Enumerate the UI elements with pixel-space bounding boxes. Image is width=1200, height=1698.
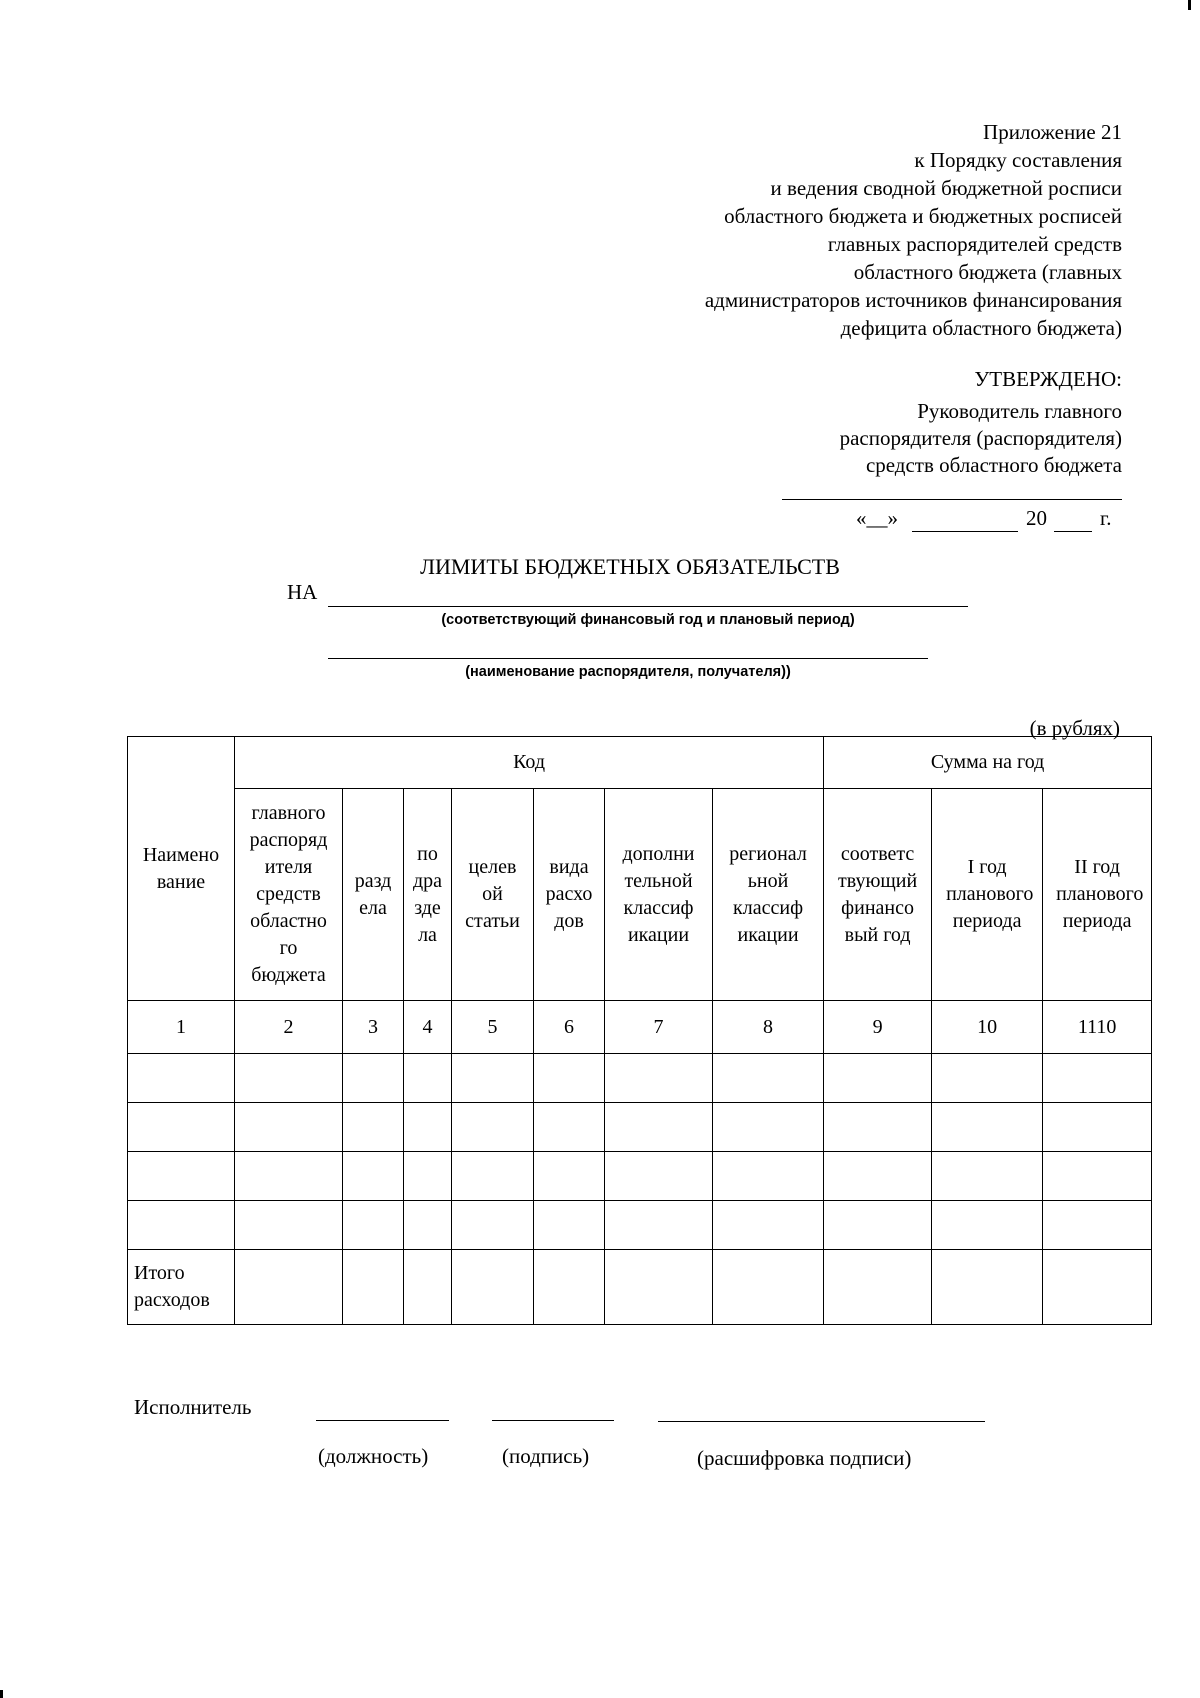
table-cell[interactable] xyxy=(128,1103,235,1152)
date-year: 20 xyxy=(1026,506,1047,530)
table-cell[interactable] xyxy=(1043,1201,1152,1250)
header-regional-class: регионал ьной классиф икации xyxy=(713,789,824,1001)
table-cell[interactable] xyxy=(605,1103,713,1152)
table-cell[interactable] xyxy=(452,1054,534,1103)
table-cell[interactable] xyxy=(452,1152,534,1201)
table-cell[interactable] xyxy=(713,1201,824,1250)
table-cell[interactable] xyxy=(534,1054,605,1103)
position-line xyxy=(316,1420,449,1421)
approval-line: средств областного бюджета xyxy=(865,453,1122,477)
table-cell[interactable] xyxy=(235,1201,343,1250)
header-subsection: по дра зде ла xyxy=(404,789,452,1001)
header-section: разд ела xyxy=(343,789,404,1001)
table-cell[interactable] xyxy=(128,1054,235,1103)
table-cell[interactable] xyxy=(713,1103,824,1152)
appendix-line: и ведения сводной бюджетной росписи xyxy=(770,176,1122,200)
table-cell[interactable] xyxy=(404,1201,452,1250)
signature-caption: (подпись) xyxy=(502,1444,590,1468)
table-cell[interactable] xyxy=(824,1054,932,1103)
table-cell[interactable] xyxy=(605,1152,713,1201)
recipient-caption: (наименование распорядителя, получателя)) xyxy=(465,664,791,680)
table-cell[interactable] xyxy=(404,1152,452,1201)
signature-line xyxy=(492,1420,614,1421)
table-cell[interactable] xyxy=(343,1054,404,1103)
decoding-line xyxy=(658,1421,985,1422)
table-row xyxy=(128,1103,1152,1152)
table-cell[interactable] xyxy=(1043,1054,1152,1103)
header-target-item: целев ой статьи xyxy=(452,789,534,1001)
column-number-row xyxy=(128,1001,1152,1054)
column-number: 9 xyxy=(824,1001,932,1054)
table-cell[interactable] xyxy=(824,1201,932,1250)
document-title: ЛИМИТЫ БЮДЖЕТНЫХ ОБЯЗАТЕЛЬСТВ xyxy=(420,554,840,579)
table-cell[interactable] xyxy=(932,1103,1043,1152)
header-name xyxy=(128,737,235,1001)
table-cell[interactable] xyxy=(404,1250,452,1325)
table-cell[interactable] xyxy=(932,1152,1043,1201)
date-year-line xyxy=(1054,531,1092,532)
header-plan-year-1: I год планового периода xyxy=(932,789,1043,1001)
table-cell[interactable] xyxy=(534,1103,605,1152)
table-cell[interactable] xyxy=(235,1054,343,1103)
table-cell[interactable] xyxy=(534,1152,605,1201)
table-cell[interactable] xyxy=(452,1250,534,1325)
column-number: 1 xyxy=(128,1001,235,1054)
table-cell[interactable] xyxy=(128,1201,235,1250)
column-number: 3 xyxy=(343,1001,404,1054)
column-number: 6 xyxy=(534,1001,605,1054)
appendix-line: областного бюджета и бюджетных росписей xyxy=(724,204,1122,228)
appendix-line: к Порядку составления xyxy=(914,148,1122,172)
approval-line: Руководитель главного xyxy=(917,399,1122,423)
table-cell[interactable] xyxy=(605,1201,713,1250)
limits-table xyxy=(127,736,1152,1325)
header-expense-type: вида расхо дов xyxy=(534,789,605,1001)
table-cell[interactable] xyxy=(404,1054,452,1103)
period-line xyxy=(328,606,968,607)
table-subheader-row xyxy=(128,789,1152,1001)
column-number: 8 xyxy=(713,1001,824,1054)
table-cell[interactable] xyxy=(235,1103,343,1152)
table-row xyxy=(128,1201,1152,1250)
appendix-line: Приложение 21 xyxy=(983,120,1122,144)
table-cell[interactable] xyxy=(534,1201,605,1250)
column-number: 7 xyxy=(605,1001,713,1054)
appendix-line: администраторов источников финансирования xyxy=(704,288,1122,312)
table-cell[interactable] xyxy=(343,1152,404,1201)
table-cell[interactable] xyxy=(343,1201,404,1250)
appendix-line: главных распорядителей средств xyxy=(827,232,1122,256)
table-header-row xyxy=(128,737,1152,789)
table-cell[interactable] xyxy=(1043,1152,1152,1201)
header-code-group: Код xyxy=(235,737,824,789)
table-cell[interactable] xyxy=(932,1054,1043,1103)
table-cell[interactable] xyxy=(404,1103,452,1152)
table-cell[interactable] xyxy=(713,1250,824,1325)
table-cell[interactable] xyxy=(932,1201,1043,1250)
position-caption: (должность) xyxy=(318,1444,429,1468)
decoding-caption: (расшифровка подписи) xyxy=(697,1446,912,1470)
table-cell[interactable] xyxy=(932,1250,1043,1325)
header-additional-class: дополни тельной классиф икации xyxy=(605,789,713,1001)
table-cell[interactable] xyxy=(235,1250,343,1325)
approval-block xyxy=(840,366,1122,479)
table-cell[interactable] xyxy=(713,1054,824,1103)
column-number: 10 xyxy=(932,1001,1043,1054)
approval-title: УТВЕРЖДЕНО: xyxy=(974,367,1122,391)
table-cell[interactable] xyxy=(824,1103,932,1152)
table-cell[interactable] xyxy=(824,1250,932,1325)
approval-signature-line xyxy=(782,499,1122,500)
table-cell[interactable] xyxy=(534,1250,605,1325)
date-day: «__» xyxy=(856,506,898,530)
column-number: 4 xyxy=(404,1001,452,1054)
on-label: НА xyxy=(287,580,318,604)
table-row xyxy=(128,1054,1152,1103)
header-main-manager: главного распоряд ителя средств областно го бюджета xyxy=(235,789,343,1001)
appendix-line: дефицита областного бюджета) xyxy=(840,316,1122,340)
header-name-text: Наимено вание xyxy=(142,843,220,893)
date-month-line xyxy=(912,531,1018,532)
table-cell[interactable] xyxy=(824,1152,932,1201)
table-cell[interactable] xyxy=(343,1103,404,1152)
table-cell[interactable] xyxy=(452,1103,534,1152)
column-number: 1110 xyxy=(1043,1001,1152,1054)
period-caption: (соответствующий финансовый год и плановый период) xyxy=(441,612,855,628)
executor-label: Исполнитель xyxy=(134,1395,252,1419)
date-suffix: г. xyxy=(1100,506,1112,530)
table-cell[interactable] xyxy=(605,1250,713,1325)
approval-line: распорядителя (распорядителя) xyxy=(839,426,1122,450)
appendix-block xyxy=(705,118,1122,342)
table-cell[interactable] xyxy=(343,1250,404,1325)
total-row xyxy=(128,1250,1152,1325)
header-plan-year-2: II год планового периода xyxy=(1043,789,1152,1001)
header-sum-group: Сумма на год xyxy=(824,737,1152,789)
total-label: Итого расходов xyxy=(128,1250,235,1325)
appendix-line: областного бюджета (главных xyxy=(853,260,1122,284)
recipient-line xyxy=(328,658,928,659)
table-cell[interactable] xyxy=(1043,1250,1152,1325)
units-label: (в рублях) xyxy=(1029,716,1120,740)
table-cell[interactable] xyxy=(128,1152,235,1201)
scan-edge-mark xyxy=(1188,0,1191,10)
column-number: 2 xyxy=(235,1001,343,1054)
table-row xyxy=(128,1152,1152,1201)
column-number: 5 xyxy=(452,1001,534,1054)
scan-edge-mark xyxy=(0,1690,3,1698)
table-cell[interactable] xyxy=(605,1054,713,1103)
table-cell[interactable] xyxy=(1043,1103,1152,1152)
table-cell[interactable] xyxy=(235,1152,343,1201)
header-current-year: соответс твующий финансо вый год xyxy=(824,789,932,1001)
table-cell[interactable] xyxy=(713,1152,824,1201)
table-cell[interactable] xyxy=(452,1201,534,1250)
